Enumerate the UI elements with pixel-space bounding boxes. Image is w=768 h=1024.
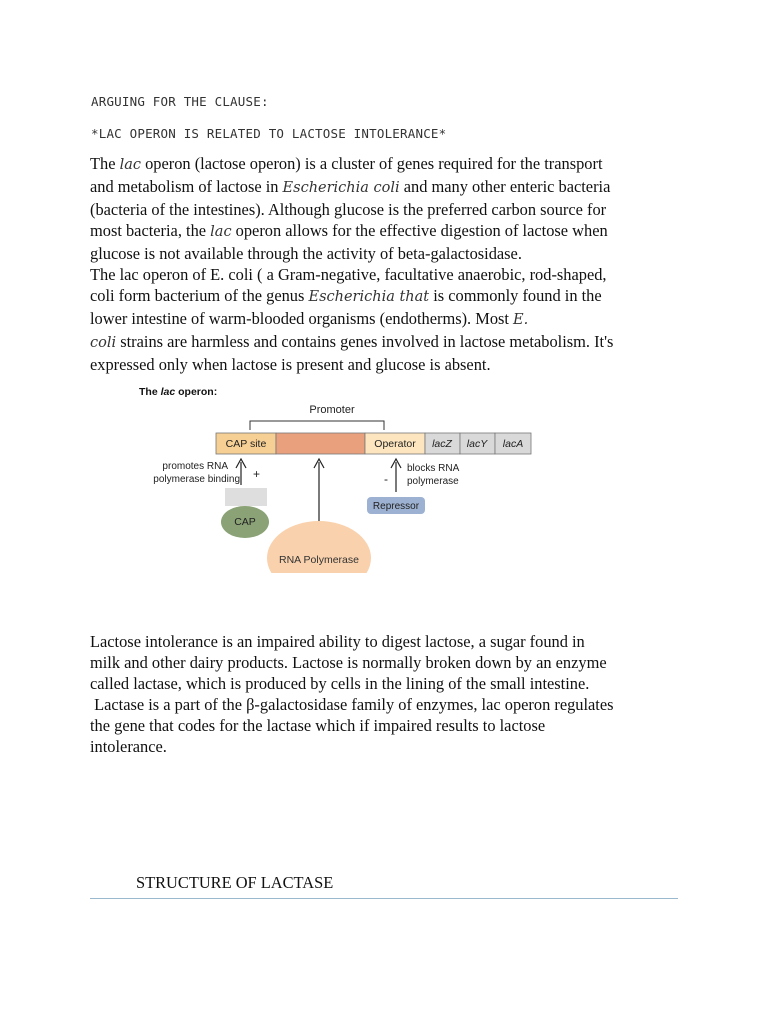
rna-polymerase-label: RNA Polymerase — [279, 554, 359, 566]
promotes-label-line2: polymerase binding — [153, 474, 240, 485]
minus-sign: - — [384, 472, 388, 486]
text-line: The lac operon (lactose operon) is a cluster of genes required for the transport — [90, 154, 603, 173]
diagram-title: The lac operon: — [139, 386, 218, 398]
cap-site-label: CAP site — [225, 438, 267, 450]
cap-binding-block — [225, 488, 267, 506]
text-line: The lac operon of E. coli ( a Gram-negative, facultative anaerobic, rod-shaped, — [90, 265, 607, 284]
text-line: the gene that codes for the lactase which if impaired results to lactose — [90, 716, 546, 735]
blocks-label-line1: blocks RNA — [407, 463, 460, 474]
text-line: Lactase is a part of the β-galactosidase family of enzymes, lac operon regulates — [90, 695, 614, 714]
text-line: coli form bacterium of the genus Escherichia that is commonly found in the — [90, 286, 602, 305]
promoter-segment — [276, 433, 365, 454]
lacy-label: lacY — [466, 438, 488, 450]
blocks-label-line2: polymerase — [407, 476, 459, 487]
cap-label: CAP — [234, 516, 256, 528]
text-line: lower intestine of warm-blooded organisms (endotherms). Most E. — [90, 309, 529, 328]
lac-operon-diagram — [130, 378, 550, 573]
text-line: most bacteria, the lac operon allows for the effective digestion of lactose when — [90, 221, 608, 240]
text-line: intolerance. — [90, 737, 167, 756]
text-line: and metabolism of lactose in Escherichia coli and many other enteric bacteria — [90, 177, 611, 196]
clause-subheading: *LAC OPERON IS RELATED TO LACTOSE INTOLERANCE* — [91, 126, 447, 141]
text-line: coli strains are harmless and contains genes involved in lactose metabolism. It's — [90, 332, 614, 351]
text-line: Lactose intolerance is an impaired ability to digest lactose, a sugar found in — [90, 632, 585, 651]
lacz-label: lacZ — [432, 438, 452, 450]
laca-label: lacA — [502, 438, 524, 450]
promoter-bracket — [250, 421, 384, 430]
document-heading: ARGUING FOR THE CLAUSE: — [91, 94, 269, 109]
text-line: expressed only when lactose is present and glucose is absent. — [90, 355, 491, 374]
section-divider — [90, 898, 678, 899]
promoter-label: Promoter — [309, 404, 355, 416]
lactose-intolerance-paragraph — [90, 631, 690, 757]
repressor-label: Repressor — [372, 501, 420, 512]
plus-sign: + — [253, 467, 261, 481]
promotes-label-line1: promotes RNA — [162, 461, 228, 472]
text-line: milk and other dairy products. Lactose is normally broken down by an enzyme — [90, 653, 607, 672]
operator-label: Operator — [374, 438, 416, 450]
section-heading: STRUCTURE OF LACTASE — [136, 873, 334, 892]
text-line: glucose is not available through the activity of beta-galactosidase. — [90, 244, 522, 263]
lac-operon-paragraph — [90, 153, 690, 375]
text-line: (bacteria of the intestines). Although glucose is the preferred carbon source for — [90, 200, 607, 219]
text-line: called lactase, which is produced by cells in the lining of the small intestine. — [90, 674, 590, 693]
